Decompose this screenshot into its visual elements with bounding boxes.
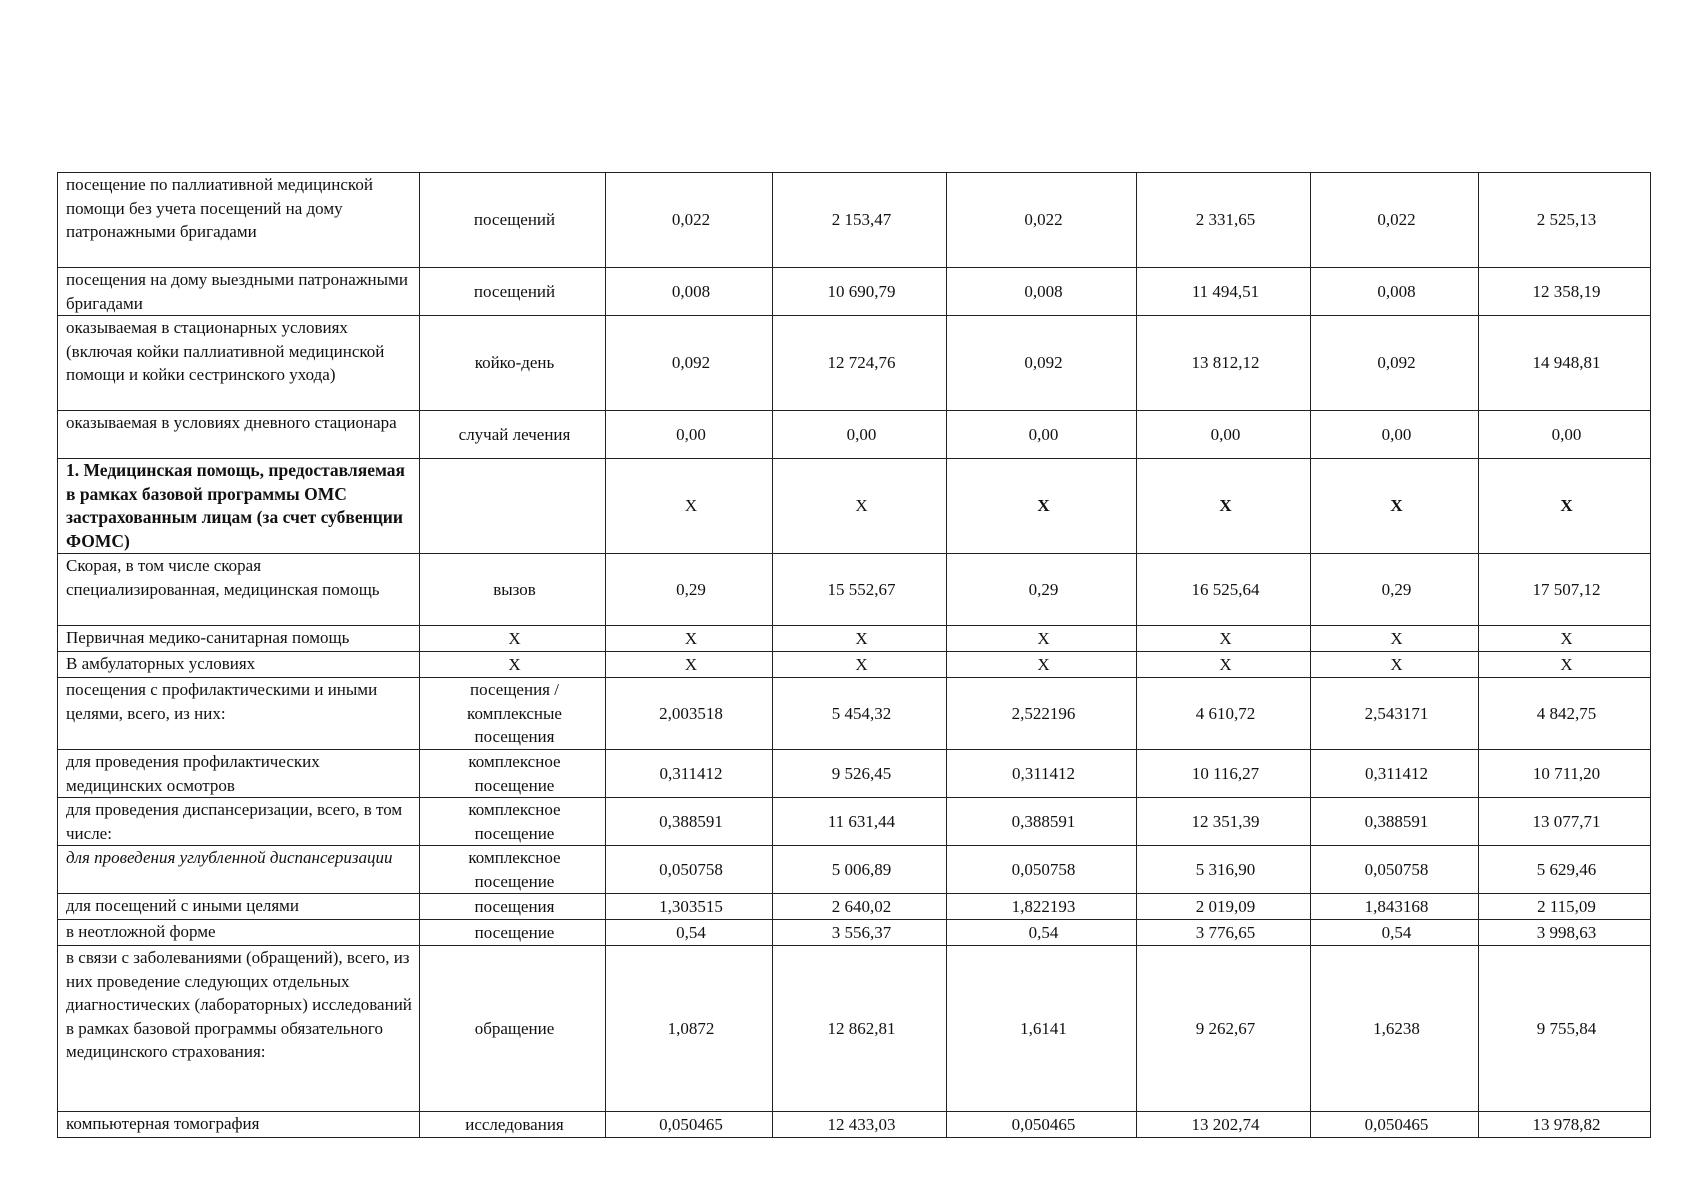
row-name: посещения на дому выездными патронажными бригадами: [58, 268, 420, 316]
row-value: 2 019,09: [1137, 894, 1311, 920]
table-row: [58, 459, 1651, 554]
row-value: 0,311412: [947, 750, 1137, 798]
row-value: 0,022: [947, 173, 1137, 268]
row-value: 12 724,76: [773, 316, 947, 411]
row-value: 0,00: [606, 411, 773, 459]
row-value: 0,54: [1311, 920, 1479, 946]
row-value: Х: [1479, 626, 1651, 652]
row-name: для проведения углубленной диспансеризации: [58, 846, 420, 894]
row-value: 13 077,71: [1479, 798, 1651, 846]
row-value: 11 494,51: [1137, 268, 1311, 316]
row-name: в неотложной форме: [58, 920, 420, 946]
table-row: [58, 920, 1651, 946]
row-value: 0,022: [606, 173, 773, 268]
row-value: Х: [1311, 459, 1479, 554]
row-name: для посещений с иными целями: [58, 894, 420, 920]
row-name: Первичная медико-санитарная помощь: [58, 626, 420, 652]
table-row: [58, 626, 1651, 652]
row-value: 0,00: [1311, 411, 1479, 459]
row-value: 5 454,32: [773, 678, 947, 750]
row-value: 9 526,45: [773, 750, 947, 798]
row-value: 0,00: [1137, 411, 1311, 459]
row-value: 2,003518: [606, 678, 773, 750]
row-value: 0,022: [1311, 173, 1479, 268]
row-value: 0,00: [1479, 411, 1651, 459]
tariff-table: [57, 172, 1651, 1138]
row-value: Х: [1137, 652, 1311, 678]
row-value: 4 610,72: [1137, 678, 1311, 750]
row-value: 2 115,09: [1479, 894, 1651, 920]
row-name: оказываемая в условиях дневного стационара: [58, 411, 420, 459]
row-value: 17 507,12: [1479, 554, 1651, 626]
row-value: 0,092: [947, 316, 1137, 411]
row-value: 1,843168: [1311, 894, 1479, 920]
row-name: посещения с профилактическими и иными целями, всего, из них:: [58, 678, 420, 750]
row-value: 2,522196: [947, 678, 1137, 750]
row-name: для проведения диспансеризации, всего, в том числе:: [58, 798, 420, 846]
row-unit: комплексное посещение: [420, 750, 606, 798]
row-name: в связи с заболеваниями (обращений), всего, из них проведение следующих отдельных диагностических (лабораторных) исследований в рамках базовой программы обязательного медицинского страхования:: [58, 946, 420, 1112]
row-value: 0,388591: [1311, 798, 1479, 846]
row-value: 13 202,74: [1137, 1112, 1311, 1138]
row-value: 0,008: [947, 268, 1137, 316]
row-value: 1,6141: [947, 946, 1137, 1112]
row-value: 0,29: [1311, 554, 1479, 626]
row-value: Х: [947, 626, 1137, 652]
table-row: [58, 798, 1651, 846]
row-value: 1,0872: [606, 946, 773, 1112]
row-value: Х: [606, 626, 773, 652]
row-value: 13 812,12: [1137, 316, 1311, 411]
row-value: 9 755,84: [1479, 946, 1651, 1112]
row-value: 2 640,02: [773, 894, 947, 920]
row-value: 0,388591: [606, 798, 773, 846]
table-row: [58, 554, 1651, 626]
row-value: 5 629,46: [1479, 846, 1651, 894]
row-value: 0,388591: [947, 798, 1137, 846]
row-unit: посещения: [420, 894, 606, 920]
row-unit: случай лечения: [420, 411, 606, 459]
row-value: 0,050758: [947, 846, 1137, 894]
table-row: [58, 846, 1651, 894]
row-unit: посещений: [420, 268, 606, 316]
row-value: 0,050465: [947, 1112, 1137, 1138]
row-unit: исследования: [420, 1112, 606, 1138]
row-value: 1,6238: [1311, 946, 1479, 1112]
table-row: [58, 894, 1651, 920]
row-value: Х: [773, 652, 947, 678]
row-value: 3 998,63: [1479, 920, 1651, 946]
row-value: 0,092: [606, 316, 773, 411]
table-row: [58, 946, 1651, 1112]
row-value: 0,008: [1311, 268, 1479, 316]
row-value: 0,050465: [606, 1112, 773, 1138]
row-value: 16 525,64: [1137, 554, 1311, 626]
table-row: [58, 652, 1651, 678]
row-value: 13 978,82: [1479, 1112, 1651, 1138]
row-value: 0,008: [606, 268, 773, 316]
row-unit: посещение: [420, 920, 606, 946]
row-value: 12 351,39: [1137, 798, 1311, 846]
row-value: Х: [1137, 459, 1311, 554]
row-name: В амбулаторных условиях: [58, 652, 420, 678]
row-value: Х: [947, 652, 1137, 678]
table-row: [58, 750, 1651, 798]
row-value: Х: [606, 459, 773, 554]
row-value: 5 006,89: [773, 846, 947, 894]
row-value: Х: [1311, 652, 1479, 678]
row-unit: комплексное посещение: [420, 846, 606, 894]
row-value: 0,050758: [1311, 846, 1479, 894]
row-value: 0,29: [947, 554, 1137, 626]
row-value: 4 842,75: [1479, 678, 1651, 750]
row-unit: вызов: [420, 554, 606, 626]
row-value: Х: [947, 459, 1137, 554]
row-unit: посещений: [420, 173, 606, 268]
row-value: 0,54: [606, 920, 773, 946]
row-value: 3 556,37: [773, 920, 947, 946]
section-heading: 1. Медицинская помощь, предоставляемая в рамках базовой программы ОМС застрахованным лицам (за счет субвенции ФОМС): [58, 459, 420, 554]
row-value: 3 776,65: [1137, 920, 1311, 946]
row-value: 1,822193: [947, 894, 1137, 920]
row-name: оказываемая в стационарных условиях (включая койки паллиативной медицинской помощи и койки сестринского ухода): [58, 316, 420, 411]
table-row: [58, 678, 1651, 750]
row-name: компьютерная томография: [58, 1112, 420, 1138]
row-value: 10 116,27: [1137, 750, 1311, 798]
row-value: 0,54: [947, 920, 1137, 946]
row-value: 2 525,13: [1479, 173, 1651, 268]
table-row: [58, 1112, 1651, 1138]
row-value: 2,543171: [1311, 678, 1479, 750]
row-value: 11 631,44: [773, 798, 947, 846]
row-value: 0,00: [947, 411, 1137, 459]
row-name: для проведения профилактических медицинских осмотров: [58, 750, 420, 798]
row-value: 0,050758: [606, 846, 773, 894]
row-unit: комплексное посещение: [420, 798, 606, 846]
row-unit: обращение: [420, 946, 606, 1112]
row-unit: [420, 459, 606, 554]
row-value: 0,050465: [1311, 1112, 1479, 1138]
row-name: Скорая, в том числе скорая специализированная, медицинская помощь: [58, 554, 420, 626]
row-value: 0,092: [1311, 316, 1479, 411]
row-value: 10 690,79: [773, 268, 947, 316]
row-unit: посещения / комплексные посещения: [420, 678, 606, 750]
row-value: 2 153,47: [773, 173, 947, 268]
row-value: 1,303515: [606, 894, 773, 920]
row-name: посещение по паллиативной медицинской помощи без учета посещений на дому патронажными бригадами: [58, 173, 420, 268]
row-value: 0,29: [606, 554, 773, 626]
row-value: 12 358,19: [1479, 268, 1651, 316]
row-value: 15 552,67: [773, 554, 947, 626]
row-unit: Х: [420, 626, 606, 652]
row-value: 10 711,20: [1479, 750, 1651, 798]
row-value: 0,311412: [606, 750, 773, 798]
row-value: Х: [1137, 626, 1311, 652]
row-value: 0,311412: [1311, 750, 1479, 798]
row-value: Х: [773, 626, 947, 652]
row-value: 9 262,67: [1137, 946, 1311, 1112]
row-value: 12 433,03: [773, 1112, 947, 1138]
table-row: [58, 173, 1651, 268]
row-unit: койко-день: [420, 316, 606, 411]
row-value: Х: [1311, 626, 1479, 652]
table-row: [58, 268, 1651, 316]
row-value: Х: [1479, 652, 1651, 678]
row-value: 12 862,81: [773, 946, 947, 1112]
row-value: 5 316,90: [1137, 846, 1311, 894]
row-value: Х: [773, 459, 947, 554]
row-value: Х: [1479, 459, 1651, 554]
row-value: 0,00: [773, 411, 947, 459]
table-row: [58, 316, 1651, 411]
row-value: 2 331,65: [1137, 173, 1311, 268]
table-row: [58, 411, 1651, 459]
row-value: Х: [606, 652, 773, 678]
row-unit: Х: [420, 652, 606, 678]
row-value: 14 948,81: [1479, 316, 1651, 411]
